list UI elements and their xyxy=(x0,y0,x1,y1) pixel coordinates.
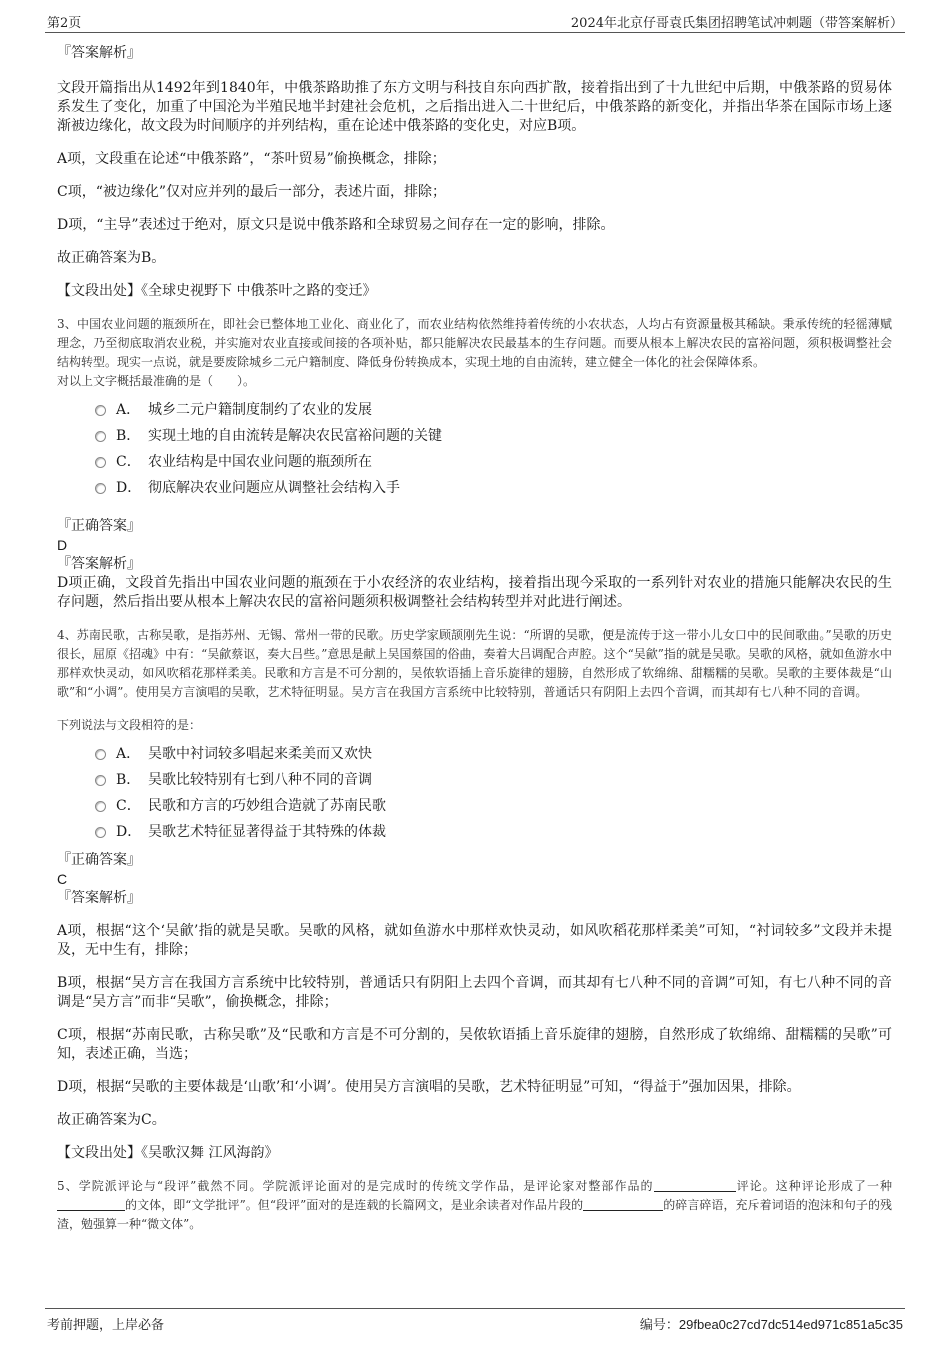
option-b[interactable]: B． 吴歌比较特别有七到八种不同的音调 xyxy=(95,767,892,793)
option-d[interactable]: D． 吴歌艺术特征显著得益于其特殊的体裁 xyxy=(95,819,892,845)
option-b[interactable]: B． 实现土地的自由流转是解决农民富裕问题的关键 xyxy=(95,423,892,449)
correct-answer: C xyxy=(57,871,68,887)
blank-3[interactable] xyxy=(583,1196,663,1211)
footer-slogan: 考前押题，上岸必备 xyxy=(47,1318,165,1333)
conclusion: 故正确答案为B。 xyxy=(57,250,166,266)
option-c[interactable]: C． 民歌和方言的巧妙组合造就了苏南民歌 xyxy=(95,793,892,819)
question-4-options xyxy=(95,741,892,845)
option-a-note: A项，文段重在论述“中俄茶路”，“茶叶贸易”偷换概念，排除； xyxy=(57,151,446,167)
page-footer xyxy=(45,1308,905,1335)
option-a[interactable]: A． 城乡二元户籍制度制约了农业的发展 xyxy=(95,397,892,423)
option-b-note: B项，根据“吴方言在我国方言系统中比较特别，普通话只有阴阳上去四个音调，而其却有七八种不同的音调”可知，有七八种不同的音调是“吴方言”而非“吴歌”，偷换概念，排除； xyxy=(57,975,892,1010)
blank-1[interactable] xyxy=(654,1177,736,1192)
option-d[interactable]: D． 彻底解决农业问题应从调整社会结构入手 xyxy=(95,475,892,501)
option-a[interactable]: A． 吴歌中衬词较多唱起来柔美而又欢快 xyxy=(95,741,892,767)
correct-answer: D xyxy=(57,537,68,553)
analysis-label: 『答案解析』 xyxy=(57,45,141,61)
option-c-note: C项，“被边缘化”仅对应并列的最后一部分，表述片面，排除； xyxy=(57,184,447,200)
question-3-stem: 对以上文字概括最准确的是（ ）。 xyxy=(57,374,256,388)
option-a-note: A项，根据“这个‘吴歈’指的就是吴歌。吴歌的风格，就如鱼游水中那样欢快灵动，如风吹稻花那样柔美”可知，“衬词较多”文段并未提及，无中生有，排除； xyxy=(57,923,892,958)
page-content xyxy=(57,44,892,1234)
option-c[interactable]: C． 农业结构是中国农业问题的瓶颈所在 xyxy=(95,449,892,475)
document-title: 2024年北京仔哥袁氏集团招聘笔试冲刺题（带答案解析） xyxy=(570,16,903,31)
option-c-note: C项，根据“苏南民歌，古称吴歌”及“民歌和方言是不可分割的，吴侬软语插上音乐旋律的翅膀，自然形成了软绵绵、甜糯糯的吴歌”可知，表述正确，当选； xyxy=(57,1027,892,1062)
correct-answer-label: 『正确答案』 xyxy=(57,518,141,534)
radio-icon[interactable] xyxy=(95,827,106,838)
radio-icon[interactable] xyxy=(95,775,106,786)
radio-icon[interactable] xyxy=(95,405,106,416)
radio-icon[interactable] xyxy=(95,457,106,468)
question-3-passage: 3、中国农业问题的瓶颈所在，即社会已整体地工业化、商业化了，而农业结构依然维持着传统的小农状态，人均占有资源量极其稀缺。秉承传统的轻徭薄赋理念，乃至彻底取消农业税，并实施对农业直接或间接的各项补贴，都只能解决农民最基本的生存问题。而要从根本上解决农民的富裕问题，须积极调整社会结构转型。现实一点说，就是要废除城乡二元户籍制度、降低身份转换成本，实现土地的自由流转，建立健全一体化的社会保障体系。 xyxy=(57,317,892,369)
analysis-text: 文段开篇指出从1492年到1840年，中俄茶路助推了东方文明与科技自东向西扩散，接着指出到了十九世纪中后期，中俄茶路的贸易体系发生了变化，加重了中国沦为半殖民地半封建社会危机，之后指出进入二十世纪后，中俄茶路的新变化，并指出华茶在国际市场上逐渐被边缘化，故文段为时间顺序的并列结构，重在论述中俄茶路的变化史，对应B项。 xyxy=(57,80,892,134)
question-5-passage: 5、学院派评论与“段评”截然不同。学院派评论面对的是完成时的传统文学作品，是评论家对整部作品的 评论。这种评论形成了一种的文体，即“文学批评”。但“段评”面对的是连载的长篇网文，是业余读者对作品片段的 的碎言碎语，充斥着词语的泡沫和句子的残渣，勉强算一种“微文体”。 xyxy=(57,1179,892,1231)
document-code: 编号：29fbea0c27cd7dc514ed971c851a5c35 xyxy=(639,1317,903,1333)
blank-2[interactable] xyxy=(57,1196,125,1211)
question-4-stem: 下列说法与文段相符的是： xyxy=(57,718,202,732)
radio-icon[interactable] xyxy=(95,749,106,760)
option-d-note: D项，“主导”表述过于绝对，原文只是说中俄茶路和全球贸易之间存在一定的影响，排除。 xyxy=(57,217,615,233)
question-3-options xyxy=(95,397,892,501)
page-number: 第2页 xyxy=(47,16,82,31)
page-header xyxy=(45,12,905,33)
radio-icon[interactable] xyxy=(95,801,106,812)
analysis-label: 『答案解析』 xyxy=(57,890,141,906)
radio-icon[interactable] xyxy=(95,431,106,442)
analysis-text: D项正确，文段首先指出中国农业问题的瓶颈在于小农经济的农业结构，接着指出现今采取的一系列针对农业的措施只能解决农民的生存问题，然后指出要从根本上解决农民的富裕问题须积极调整社会结构转型并对此进行阐述。 xyxy=(57,575,892,610)
radio-icon[interactable] xyxy=(95,483,106,494)
analysis-label: 『答案解析』 xyxy=(57,556,141,572)
option-d-note: D项，根据“吴歌的主要体裁是‘山歌’和‘小调’。使用吴方言演唱的吴歌，艺术特征明显”可知，“得益于”强加因果，排除。 xyxy=(57,1079,801,1095)
conclusion: 故正确答案为C。 xyxy=(57,1112,166,1128)
passage-source: 【文段出处】《吴歌汉舞 江风海韵》 xyxy=(57,1145,279,1161)
passage-source: 【文段出处】《全球史视野下 中俄茶叶之路的变迁》 xyxy=(57,283,377,299)
question-4-passage: 4、苏南民歌，古称吴歌，是指苏州、无锡、常州一带的民歌。历史学家顾颉刚先生说：“所谓的吴歌，便是流传于这一带小儿女口中的民间歌曲。”吴歌的历史很长，屈原《招魂》中有：“吴歈蔡讴，奏大吕些。”意思是献上吴国蔡国的俗曲，奏着大吕调配合声腔。这个“吴歈”指的就是吴歌。吴歌的风格，就如鱼游水中那样欢快灵动，如风吹稻花那样柔美。民歌和方言是不可分割的，吴侬软语插上音乐旋律的翅膀，自然形成了软绵绵、甜糯糯的吴歌。吴歌的主要体裁是“山歌”和“小调”。使用吴方言演唱的吴歌，艺术特征明显。吴方言在我国方言系统中比较特别，普通话只有阴阳上去四个音调，而其却有七八种不同的音调。 xyxy=(57,628,892,699)
correct-answer-label: 『正确答案』 xyxy=(57,852,141,868)
